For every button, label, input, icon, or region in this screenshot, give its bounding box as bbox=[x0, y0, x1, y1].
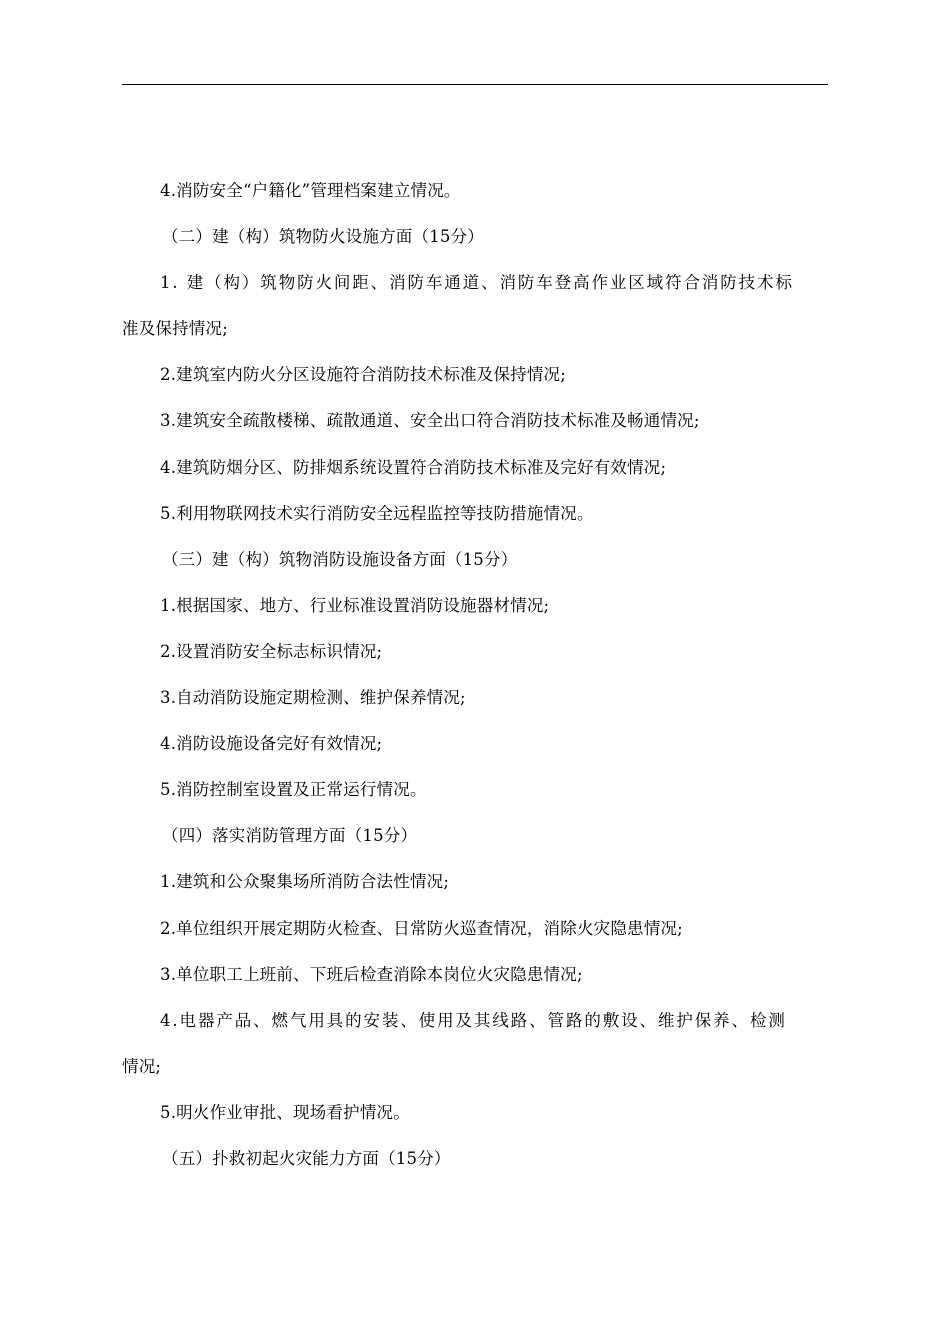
header-rule bbox=[122, 84, 828, 85]
paragraph-line: 2.单位组织开展定期防火检查、日常防火巡查情况，消除火灾隐患情况; bbox=[160, 918, 683, 938]
paragraph-line: 3.自动消防设施定期检测、维护保养情况; bbox=[160, 688, 466, 708]
paragraph-line: 4.建筑防烟分区、防排烟系统设置符合消防技术标准及完好有效情况; bbox=[160, 457, 667, 477]
paragraph-line: 2.设置消防安全标志标识情况; bbox=[160, 641, 383, 661]
paragraph-line: 1.根据国家、地方、行业标准设置消防设施器材情况; bbox=[160, 595, 550, 615]
paragraph-line: 3.建筑安全疏散楼梯、疏散通道、安全出口符合消防技术标准及畅通情况; bbox=[160, 411, 700, 431]
section-heading: （二）建（构）筑物防火设施方面（15分） bbox=[162, 227, 484, 247]
paragraph-line: 5.明火作业审批、现场看护情况。 bbox=[160, 1102, 410, 1122]
paragraph-line: 4.消防设施设备完好有效情况; bbox=[160, 734, 383, 754]
section-heading: （五）扑救初起火灾能力方面（15分） bbox=[162, 1148, 451, 1168]
paragraph-line: 5.消防控制室设置及正常运行情况。 bbox=[160, 780, 427, 800]
document-body bbox=[122, 168, 828, 1182]
paragraph-line: 1. 建（构）筑物防火间距、消防车通道、消防车登高作业区域符合消防技术标 bbox=[160, 273, 794, 293]
section-heading: （四）落实消防管理方面（15分） bbox=[162, 826, 418, 846]
paragraph-line: 3.单位职工上班前、下班后检查消除本岗位火灾隐患情况; bbox=[160, 964, 583, 984]
paragraph-line: 4.消防安全“户籍化”管理档案建立情况。 bbox=[160, 181, 461, 200]
paragraph-line: 5.利用物联网技术实行消防安全远程监控等技防措施情况。 bbox=[160, 503, 594, 523]
paragraph-line: 2.建筑室内防火分区设施符合消防技术标准及保持情况; bbox=[160, 365, 567, 385]
paragraph-continuation: 准及保持情况; bbox=[122, 319, 228, 339]
paragraph-continuation: 情况; bbox=[122, 1056, 162, 1076]
paragraph-line: 4.电器产品、燃气用具的安装、使用及其线路、管路的敷设、维护保养、检测 bbox=[160, 1010, 787, 1030]
paragraph-line: 1.建筑和公众聚集场所消防合法性情况; bbox=[160, 872, 450, 892]
section-heading: （三）建（构）筑物消防设施设备方面（15分） bbox=[162, 549, 518, 569]
